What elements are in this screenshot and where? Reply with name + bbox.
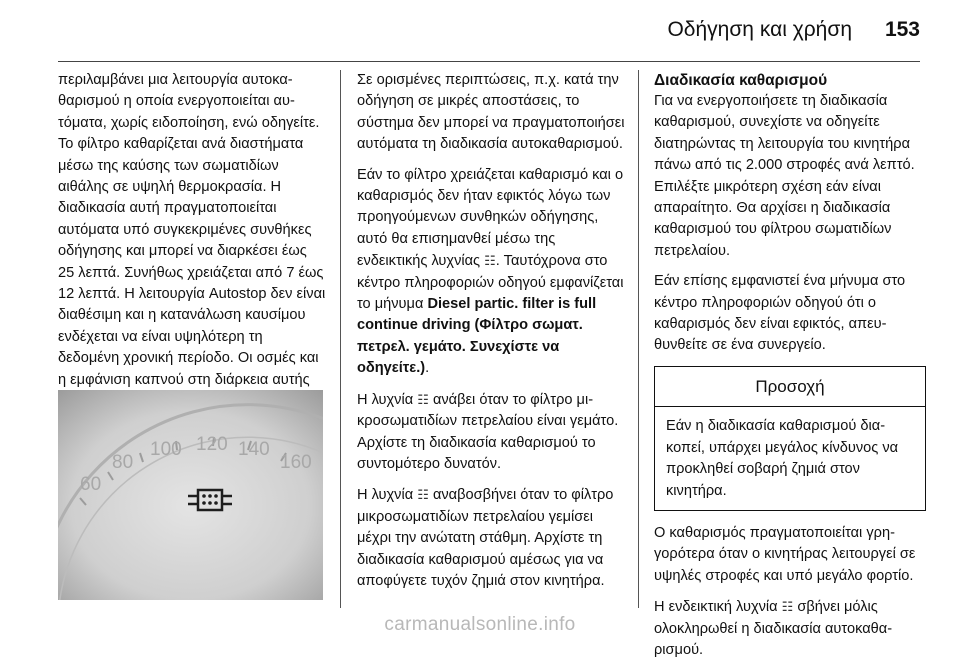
watermark: carmanualsonline.info	[384, 614, 576, 635]
instrument-cluster-photo	[58, 390, 323, 600]
intro-paragraph: περιλαμβάνει μια λειτουργία αυτοκαθαρισμού η οποία ενεργοποιείται αυτόματα, χωρίς ειδοποίηση, ενώ οδηγείτε. Το φίλτρο καθαρίζεται ανά διαστήματα μέσω της καύσης των σωματιδίων αιθάλης σε υψηλή θερμοκρασία. Η διαδικασία αυτή πραγματοποιείται αυτόματα υπό συγκεκριμένες συνθήκες οδήγησης και μπορεί να διαρκέσει έως 25 λεπτά. Συνήθως χρειάζεται από 7 έως 12 λεπτά. Η λειτουργία Autostop δεν είναι διαθέσιμη και η κατανάλωση καυσίμου ενδέχεται να είναι υψηλότερη τη δεδομένη χρονική περίοδο. Οι οσμές και η εμφάνιση καπνού στη διάρκεια αυτής	[58, 72, 326, 388]
gauge-number: 100	[150, 439, 182, 460]
column-middle	[357, 70, 627, 601]
column-divider	[638, 70, 639, 608]
paragraph-text: . Ταυτόχρονα στο κέντρο πληροφοριών οδηγού εμφανίζεται το μήνυμα	[357, 253, 624, 313]
gauge-number: 120	[196, 434, 228, 455]
header-divider	[58, 61, 920, 62]
paragraph: Σε ορισμένες περιπτώσεις, π.χ. κατά την οδήγηση σε μικρές αποστάσεις, το σύστημα δεν μπορεί να πραγματοποιήσει αυτόματα τη διαδικασία αυτοκαθαρισμού.	[357, 72, 625, 153]
driver-message: Diesel partic. filter is full continue driving (Φίλτρο σωματ. πετρελ. γεμάτο. Συνεχίστε να οδηγείτε.)	[357, 296, 597, 377]
diesel-particle-filter-icon: ☷	[484, 253, 496, 269]
gauge-number: 60	[80, 474, 102, 495]
gauge-number: 80	[112, 452, 134, 473]
gauge-number: 160	[280, 452, 312, 473]
paragraph-text: Εάν το φίλτρο χρειάζεται καθαρισμό και ο καθαρισμός δεν ήταν εφικτός λόγω των προηγούμενων συνθηκών οδήγησης, αυτό θα επισημανθεί μέσω της ενδεικτικής λυχνίας	[357, 166, 624, 270]
caution-box	[654, 366, 926, 511]
paragraph: Η λυχνία ☷ αναβοσβήνει όταν το φίλτρο μικροσωματιδίων πετρελαίου γεμίσει μέχρι την ανώτατη στάθμη. Αρχίστε τη διαδικασία καθαρισμού αμέσως για να αποφύγετε τυχόν ζημιά στον κινητήρα.	[357, 484, 627, 592]
column-right	[654, 70, 926, 670]
paragraph: Η ενδεικτική λυχνία ☷ σβήνει μόλις ολοκληρωθεί η διαδικασία αυτοκαθαρισμού.	[654, 596, 926, 661]
speedometer-illustration	[58, 390, 323, 600]
gauge-number: 140	[238, 439, 270, 460]
page-header	[0, 0, 960, 62]
paragraph: Εάν το φίλτρο χρειάζεται καθαρισμό και ο καθαρισμός δεν ήταν εφικτός λόγω των προηγούμενων συνθηκών οδήγησης, αυτό θα επισημανθεί μέσω της ενδεικτικής λυχνίας ☷. Ταυτόχρονα στο κέντρο πληροφοριών οδηγού εμφανίζεται το μήνυμα Diesel partic. filter is full continue driving (Φίλτρο σωματ. πετρελ. γεμάτο. Συνεχίστε να οδηγείτε.).	[357, 166, 624, 377]
column-divider	[340, 70, 341, 608]
page-title: Οδήγηση και χρήση	[667, 18, 852, 41]
diesel-particle-filter-icon: ☷	[417, 391, 429, 407]
paragraph: Εάν επίσης εμφανιστεί ένα μήνυμα στο κέντρο πληροφοριών οδηγού ότι ο καθαρισμός δεν είναι εφικτός, απευθυνθείτε σε ένα συνεργείο.	[654, 273, 906, 354]
paragraph: Ο καθαρισμός πραγματοποιείται γρηγορότερα όταν ο κινητήρας λειτουργεί σε υψηλές στροφές και υπό μεγάλο φορτίο.	[654, 524, 916, 584]
caution-title: Προσοχή	[655, 367, 925, 407]
section-title: Διαδικασία καθαρισμού	[654, 72, 828, 89]
page-number: 153	[884, 18, 920, 41]
diesel-particle-filter-icon: ☷	[781, 599, 794, 615]
column-left	[58, 70, 326, 422]
paragraph: Η λυχνία ☷ ανάβει όταν το φίλτρο μικροσωματιδίων πετρελαίου είναι γεμάτο. Αρχίστε τη διαδικασία καθαρισμού το συντομότερο δυνατόν.	[357, 389, 627, 476]
caution-text: Εάν η διαδικασία καθαρισμού διακοπεί, υπάρχει μεγάλος κίνδυνος να προκληθεί σοβαρή ζημιά στον κινητήρα.	[666, 418, 899, 499]
paragraph: Για να ενεργοποιήσετε τη διαδικασία καθαρισμού, συνεχίστε να οδηγείτε διατηρώντας τη λειτουργία του κινητήρα πάνω από τις 2.000 στροφές ανά λεπτό. Επιλέξτε μικρότερη σχέση εάν είναι απαραίτητο. Θα αρχίσει η διαδικασία καθαρισμού του φίλτρου σωματιδίων πετρελαίου.	[654, 93, 915, 259]
diesel-particle-filter-icon: ☷	[417, 487, 429, 503]
